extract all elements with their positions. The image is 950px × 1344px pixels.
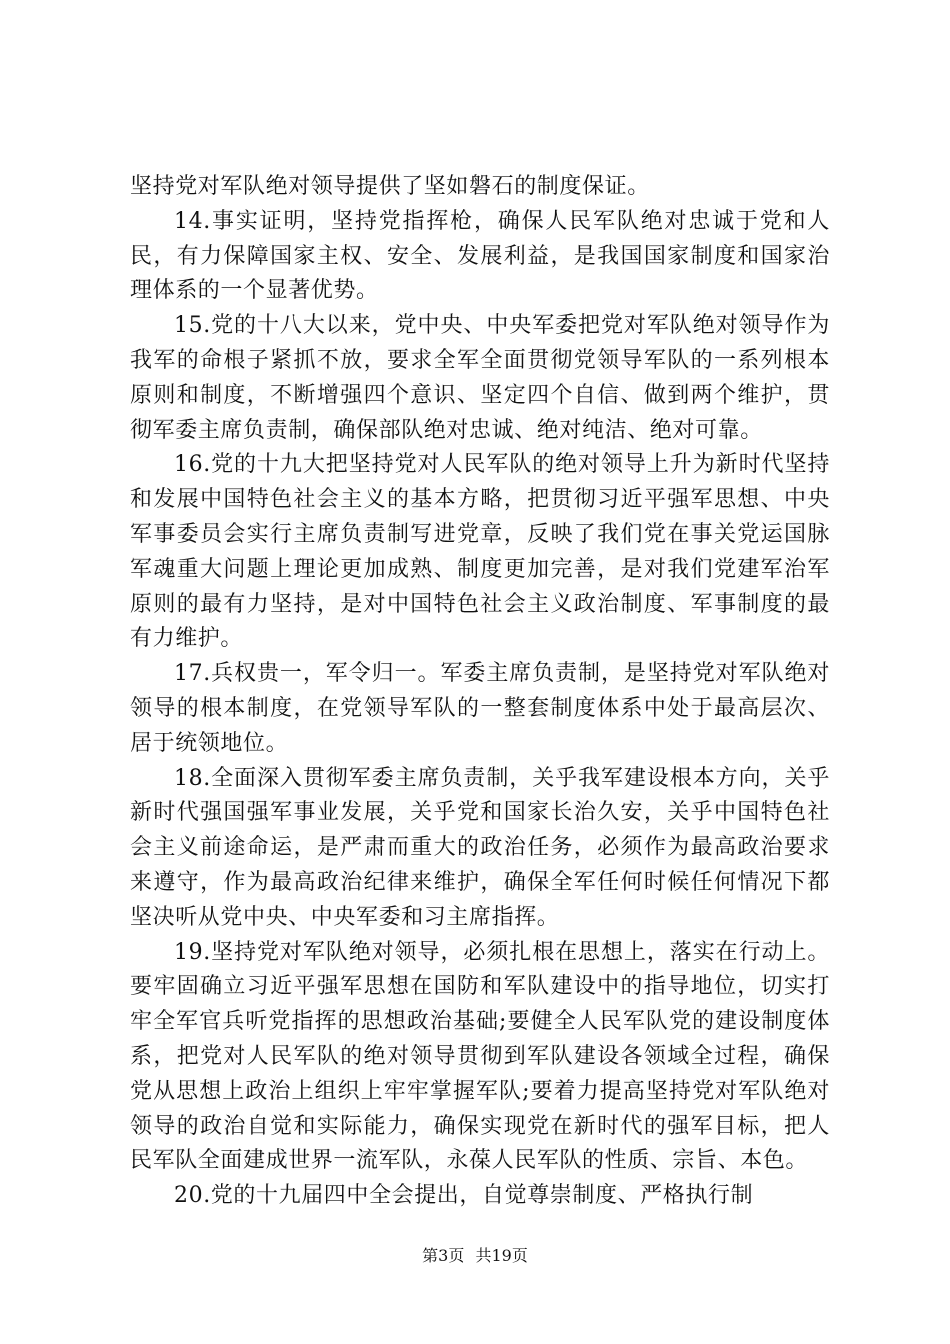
page-footer — [0, 1246, 950, 1266]
paragraph-continued: 坚持党对军队绝对领导提供了坚如磐石的制度保证。 — [130, 174, 650, 199]
document-body — [130, 170, 830, 1214]
page-total: 共19页 — [475, 1246, 528, 1265]
paragraph-18: 18.全面深入贯彻军委主席负责制，关乎我军建设根本方向，关乎新时代强国强军事业发展，关乎党和国家长治久安，关乎中国特色社会主义前途命运，是严肃而重大的政治任务，必须作为最高政治要求来遵守，作为最高政治纪律来维护，确保全军任何时候任何情况下都坚决听从党中央、中央军委和习主席指挥。 — [130, 765, 830, 930]
page-number: 第3页 — [422, 1246, 465, 1265]
paragraph-14: 14.事实证明，坚持党指挥枪，确保人民军队绝对忠诚于党和人民，有力保障国家主权、安全、发展利益，是我国国家制度和国家治理体系的一个显著优势。 — [130, 208, 830, 304]
paragraph-16: 16.党的十九大把坚持党对人民军队的绝对领导上升为新时代坚持和发展中国特色社会主义的基本方略，把贯彻习近平强军思想、中央军事委员会实行主席负责制写进党章，反映了我们党在事关党运国脉军魂重大问题上理论更加成熟、制度更加完善，是对我们党建军治军原则的最有力坚持，是对中国特色社会主义政治制度、军事制度的最有力维护。 — [130, 452, 830, 652]
paragraph-15: 15.党的十八大以来，党中央、中央军委把党对军队绝对领导作为我军的命根子紧抓不放，要求全军全面贯彻党领导军队的一系列根本原则和制度，不断增强四个意识、坚定四个自信、做到两个维护，贯彻军委主席负责制，确保部队绝对忠诚、绝对纯洁、绝对可靠。 — [130, 313, 830, 443]
paragraph-20: 20.党的十九届四中全会提出，自觉尊崇制度、严格执行制 — [174, 1183, 754, 1209]
paragraph-19: 19.坚持党对军队绝对领导，必须扎根在思想上，落实在行动上。要牢固确立习近平强军思想在国防和军队建设中的指导地位，切实打牢全军官兵听党指挥的思想政治基础;要健全人民军队党的建设制度体系，把党对人民军队的绝对领导贯彻到军队建设各领域全过程，确保党从思想上政治上组织上牢牢掌握军队;要着力提高坚持党对军队绝对领导的政治自觉和实际能力，确保实现党在新时代的强军目标，把人民军队全面建成世界一流军队，永葆人民军队的性质、宗旨、本色。 — [130, 939, 830, 1174]
paragraph-17: 17.兵权贵一，军令归一。军委主席负责制，是坚持党对军队绝对领导的根本制度，在党领导军队的一整套制度体系中处于最高层次、居于统领地位。 — [130, 661, 830, 756]
